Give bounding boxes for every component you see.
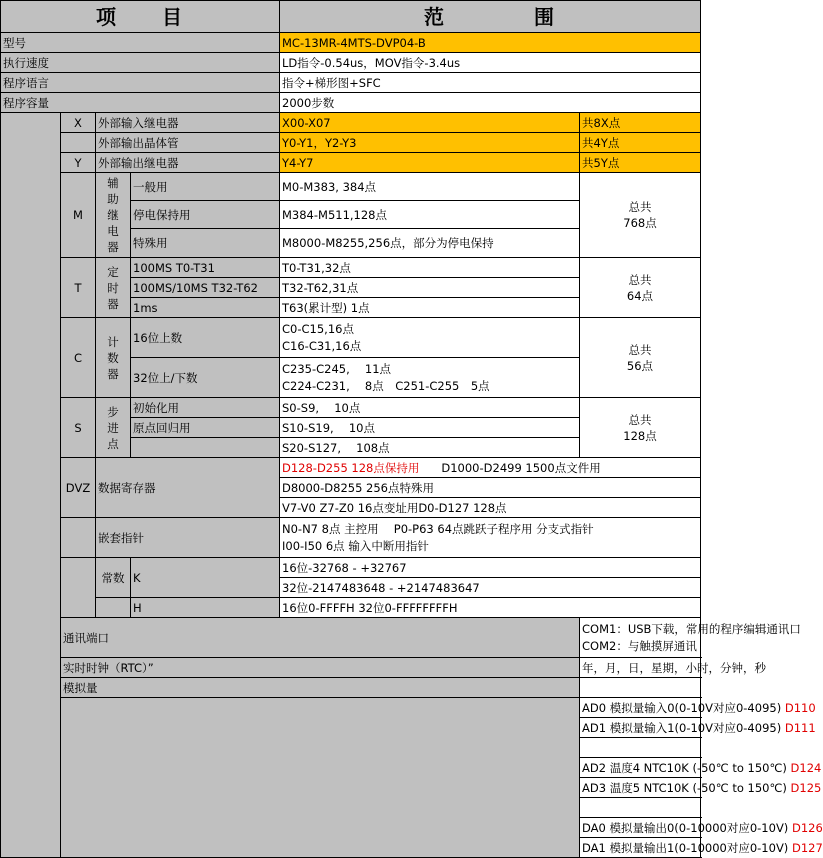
io-total: 共5Y点: [580, 153, 701, 173]
s-name: [131, 438, 280, 458]
io-total: 共4Y点: [580, 133, 701, 153]
t-name: 1ms: [131, 298, 280, 318]
t-row: [1, 258, 701, 278]
const-row-k1: [1, 558, 701, 578]
io-row-transistor: [1, 133, 701, 153]
speed-label: 执行速度: [1, 53, 280, 73]
const-label: 常数: [96, 558, 131, 598]
analog-item: AD3 温度5 NTC10K (-50℃ to 150℃) D125: [580, 778, 701, 798]
const-k: K: [131, 558, 280, 598]
language-label: 程序语言: [1, 73, 280, 93]
m-code: M: [61, 173, 96, 258]
capacity-label: 程序容量: [1, 93, 280, 113]
const-blank: [61, 558, 96, 618]
m-name: 一般用: [131, 173, 280, 201]
nest-row: [1, 518, 701, 558]
nest-blank: [61, 518, 96, 558]
t-name: 100MS T0-T31: [131, 258, 280, 278]
m-range: M384-M511,128点: [280, 201, 580, 229]
io-row-y: [1, 153, 701, 173]
analog-item: [580, 798, 701, 818]
header-item: 项 目: [1, 1, 280, 33]
m-name: 特殊用: [131, 229, 280, 258]
io-range: Y4-Y7: [280, 153, 580, 173]
d-range: D8000-D8255 256点特殊用: [280, 478, 701, 498]
d-row: [1, 458, 701, 478]
const-h: H: [131, 598, 280, 618]
rtc-value: 年，月，日，星期，小时，分钟，秒: [580, 658, 701, 678]
const-value: 16位-32768 - +32767: [280, 558, 701, 578]
const-value: 32位-2147483648 - +2147483647: [280, 578, 701, 598]
analog-item: DA1 模拟量输出1(0-10000对应0-10V) D127: [580, 838, 701, 858]
const-value: 16位0-FFFFH 32位0-FFFFFFFFH: [280, 598, 701, 618]
nest-name: 嵌套指针: [96, 518, 280, 558]
io-name: 外部输出继电器: [96, 153, 280, 173]
s-code: S: [61, 398, 96, 458]
s-group-label: 步 进 点: [96, 398, 131, 458]
c-group-label: 计 数 器: [96, 318, 131, 398]
row-model: [1, 33, 701, 53]
c-name: 16位上数: [131, 318, 280, 358]
d-name: 数据寄存器: [96, 458, 280, 518]
row-speed: [1, 53, 701, 73]
c-code: C: [61, 318, 96, 398]
m-total: 总共 768点: [580, 173, 701, 258]
analog-item: DA0 模拟量输出0(0-10000对应0-10V) D126: [580, 818, 701, 838]
io-range: X00-X07: [280, 113, 580, 133]
analog-row: [1, 678, 701, 698]
analog-row: [1, 698, 701, 718]
s-row: [1, 398, 701, 418]
t-name: 100MS/10MS T32-T62: [131, 278, 280, 298]
io-code: X: [61, 113, 96, 133]
d-range-red: D128-D255 128点保持用: [282, 460, 420, 475]
m-group-label: 辅 助 继 电 器: [96, 173, 131, 258]
s-range: S10-S19, 10点: [280, 418, 580, 438]
t-range: T0-T31,32点: [280, 258, 580, 278]
comm-value: COM1：USB下载，常用的程序编辑通讯口 COM2：与触摸屏通讯: [580, 618, 701, 658]
model-label: 型号: [1, 33, 280, 53]
io-row-x: [1, 113, 701, 133]
analog-label: 模拟量: [61, 678, 580, 698]
io-total: 共8X点: [580, 113, 701, 133]
d-range: V7-V0 Z7-Z0 16点变址用D0-D127 128点: [280, 498, 701, 518]
io-name: 外部输出晶体管: [96, 133, 280, 153]
s-name: 原点回归用: [131, 418, 280, 438]
s-total: 总共 128点: [580, 398, 701, 458]
t-code: T: [61, 258, 96, 318]
row-capacity: [1, 93, 701, 113]
model-value: MC-13MR-4MTS-DVP04-B: [280, 33, 701, 53]
m-range: M0-M383, 384点: [280, 173, 580, 201]
d-range-black: D1000-D2499 1500点文件用: [441, 460, 601, 475]
io-range: Y0-Y1，Y2-Y3: [280, 133, 580, 153]
rtc-label: 实时时钟（RTC）”: [61, 658, 580, 678]
m-name: 停电保持用: [131, 201, 280, 229]
language-value: 指令+梯形图+SFC: [280, 73, 701, 93]
io-code: Y: [61, 153, 96, 173]
io-code: [61, 133, 96, 153]
m-range: M8000-M8255,256点，部分为停电保持: [280, 229, 580, 258]
c-name: 32位上/下数: [131, 358, 280, 398]
header-row: [1, 1, 701, 33]
c-row: [1, 318, 701, 358]
t-group-label: 定 时 器: [96, 258, 131, 318]
row-language: [1, 73, 701, 93]
nest-range: N0-N7 8点 主控用 P0-P63 64点跳跃子程序用 分支式指针 I00-I50 6点 输入中断用指针: [280, 518, 701, 558]
analog-item: AD1 模拟量输入1(0-10V对应0-4095) D111: [580, 718, 701, 738]
analog-item: AD2 温度4 NTC10K (-50℃ to 150℃) D124: [580, 758, 701, 778]
s-range: S20-S127, 108点: [280, 438, 580, 458]
io-name: 外部输入继电器: [96, 113, 280, 133]
t-range: T32-T62,31点: [280, 278, 580, 298]
const-h-blank: [96, 598, 131, 618]
t-range: T63(累计型) 1点: [280, 298, 580, 318]
const-row-h: [1, 598, 701, 618]
comm-row: [1, 618, 701, 658]
comm-label: 通讯端口: [61, 618, 580, 658]
rtc-row: [1, 658, 701, 678]
header-range: 范 围: [280, 1, 701, 33]
analog-item: [580, 738, 701, 758]
analog-blank: [61, 698, 580, 858]
speed-value: LD指令-0.54us，MOV指令-3.4us: [280, 53, 701, 73]
c-range: C0-C15,16点 C16-C31,16点: [280, 318, 580, 358]
s-range: S0-S9, 10点: [280, 398, 580, 418]
d-range: [280, 458, 701, 478]
m-row: [1, 173, 701, 201]
t-total: 总共 64点: [580, 258, 701, 318]
c-total: 总共 56点: [580, 318, 701, 398]
d-code: DVZ: [61, 458, 96, 518]
capacity-value: 2000步数: [280, 93, 701, 113]
analog-item: [580, 678, 701, 698]
c-range: C235-C245, 11点 C224-C231, 8点 C251-C255 5点: [280, 358, 580, 398]
device-blank-cell: [1, 113, 61, 858]
analog-item: AD0 模拟量输入0(0-10V对应0-4095) D110: [580, 698, 701, 718]
s-name: 初始化用: [131, 398, 280, 418]
